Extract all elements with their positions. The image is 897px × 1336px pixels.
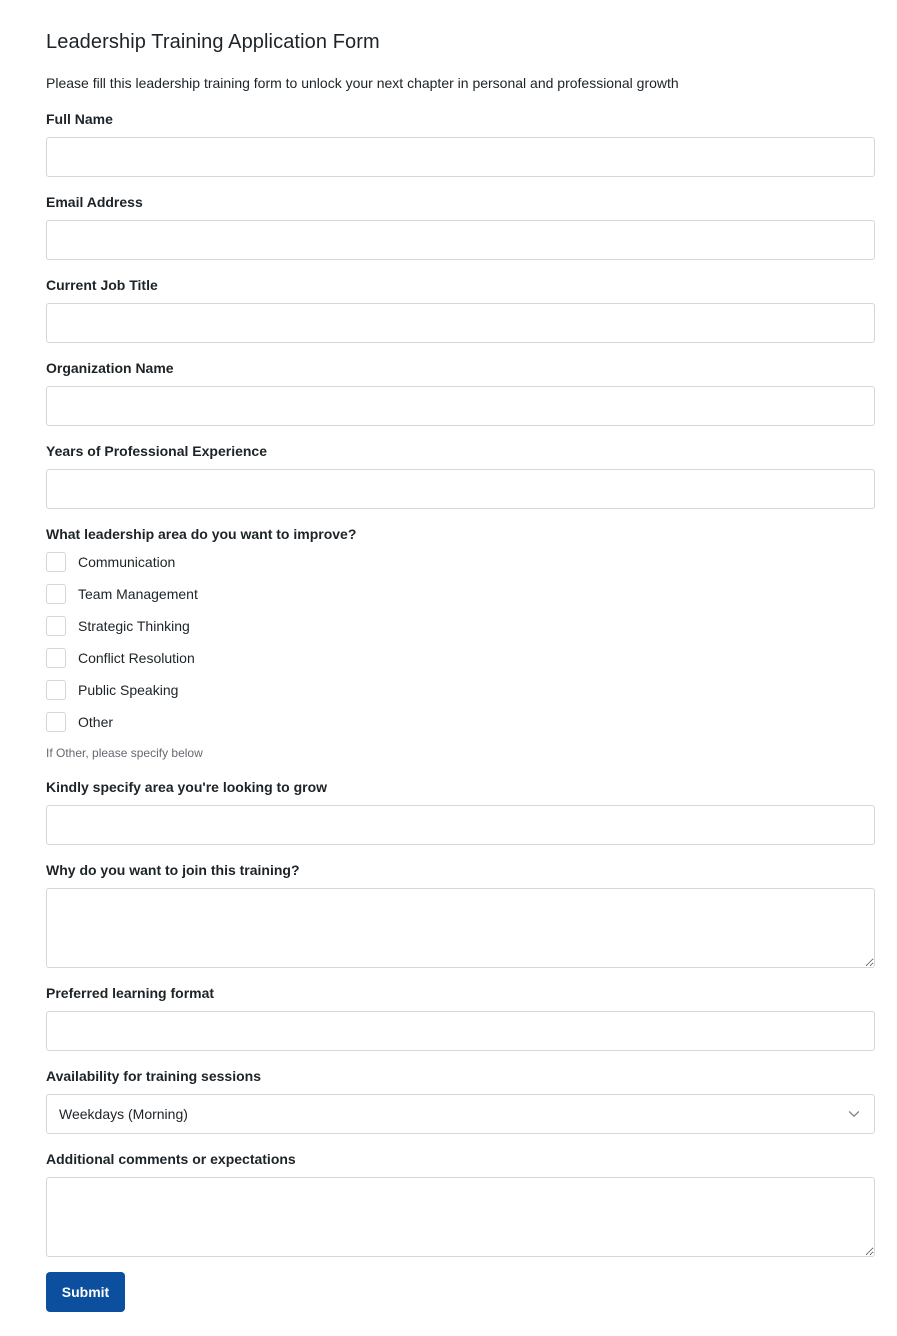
- full-name-input[interactable]: [46, 137, 875, 177]
- organization-label: Organization Name: [46, 360, 174, 376]
- email-input[interactable]: [46, 220, 875, 260]
- experience-label: Years of Professional Experience: [46, 443, 267, 459]
- availability-select[interactable]: [46, 1094, 875, 1134]
- checkbox-label: Conflict Resolution: [78, 650, 195, 666]
- other-hint-text: If Other, please specify below: [46, 746, 203, 760]
- checkbox[interactable]: [46, 616, 66, 636]
- checkbox-label: Team Management: [78, 586, 198, 602]
- availability-label: Availability for training sessions: [46, 1068, 261, 1084]
- job-title-input[interactable]: [46, 303, 875, 343]
- checkbox-label: Public Speaking: [78, 682, 179, 698]
- comments-textarea[interactable]: [46, 1177, 875, 1257]
- leadership-area-label: What leadership area do you want to improve?: [46, 526, 357, 542]
- checkbox-label: Strategic Thinking: [78, 618, 190, 634]
- checkbox-option-communication[interactable]: [46, 552, 175, 572]
- checkbox-option-other[interactable]: [46, 712, 113, 732]
- email-label: Email Address: [46, 194, 143, 210]
- checkbox[interactable]: [46, 552, 66, 572]
- checkbox[interactable]: [46, 584, 66, 604]
- checkbox-label: Communication: [78, 554, 176, 570]
- checkbox[interactable]: [46, 648, 66, 668]
- checkbox[interactable]: [46, 712, 66, 732]
- learning-format-label: Preferred learning format: [46, 985, 215, 1001]
- full-name-label: Full Name: [46, 111, 113, 127]
- form-description: Please fill this leadership training form to unlock your next chapter in personal and professional growth: [46, 75, 679, 91]
- checkbox-option-public-speaking[interactable]: [46, 680, 178, 700]
- submit-button[interactable]: Submit: [46, 1272, 125, 1312]
- specify-area-input[interactable]: [46, 805, 875, 845]
- checkbox-option-conflict-resolution[interactable]: [46, 648, 195, 668]
- checkbox-option-team-management[interactable]: [46, 584, 198, 604]
- organization-input[interactable]: [46, 386, 875, 426]
- availability-selected-value: Weekdays (Morning): [59, 1106, 188, 1122]
- job-title-label: Current Job Title: [46, 277, 158, 293]
- checkbox-option-strategic-thinking[interactable]: [46, 616, 190, 636]
- chevron-down-icon: [848, 1108, 860, 1120]
- specify-area-label: Kindly specify area you're looking to grow: [46, 779, 328, 795]
- comments-label: Additional comments or expectations: [46, 1151, 296, 1167]
- experience-input[interactable]: [46, 469, 875, 509]
- checkbox[interactable]: [46, 680, 66, 700]
- why-join-label: Why do you want to join this training?: [46, 862, 300, 878]
- form-title: Leadership Training Application Form: [46, 31, 380, 53]
- checkbox-label: Other: [78, 714, 114, 730]
- why-join-textarea[interactable]: [46, 888, 875, 968]
- learning-format-input[interactable]: [46, 1011, 875, 1051]
